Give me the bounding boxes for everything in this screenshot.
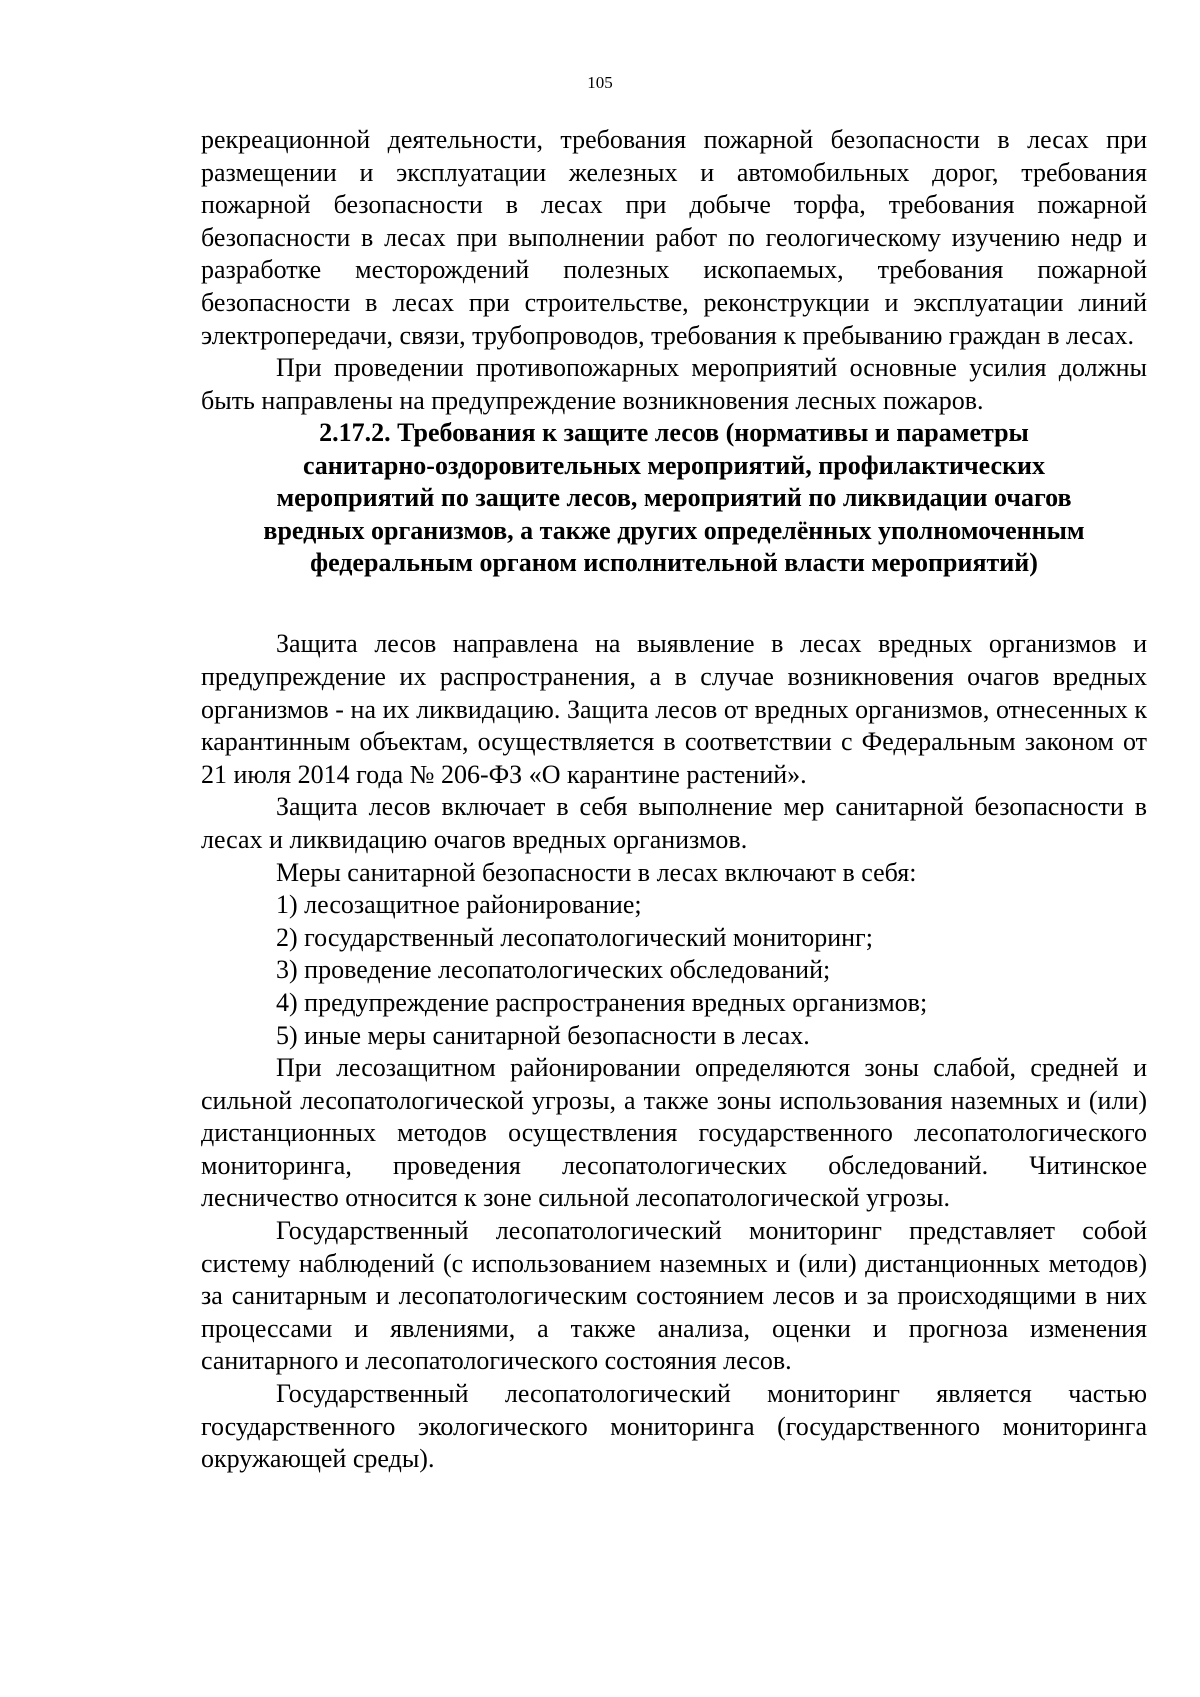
- paragraph-fire-safety: При проведении противопожарных мероприятий основные усилия должны быть направлены на предупреждение возникновения лесных пожаров.: [201, 353, 1147, 415]
- page-number: 105: [587, 73, 613, 92]
- list-intro: Меры санитарной безопасности в лесах включают в себя:: [276, 857, 917, 887]
- heading-line: вредных организмов, а также других определённых уполномоченным: [263, 515, 1085, 545]
- heading-line: 2.17.2. Требования к защите лесов (нормативы и параметры: [319, 418, 1029, 448]
- heading-line: федеральным органом исполнительной власти мероприятий): [310, 547, 1038, 577]
- paragraph-continuation: рекреационной деятельности, требования пожарной безопасности в лесах при размещении и эксплуатации железных и автомобильных дорог, требования пожарной безопасности в лесах при добыче торфа, требования пожарной безопасности в лесах при выполнении работ по геологическому изучению недр и разработке месторождений полезных ископаемых, требования пожарной безопасности в лесах при строительстве, реконструкции и эксплуатации линий электропередачи, связи, трубопроводов, требования к пребыванию граждан в лесах.: [201, 125, 1147, 350]
- paragraph-monitoring: Государственный лесопатологический мониторинг представляет собой систему наблюдений (с использованием наземных и (или) дистанционных методов) за санитарным и лесопатологическим состоянием лесов и за происходящими в них процессами и явлениями, а также анализа, оценки и прогноза изменения санитарного и лесопатологического состояния лесов.: [201, 1216, 1147, 1376]
- paragraph-zoning: При лесозащитном районировании определяются зоны слабой, средней и сильной лесопатологической угрозы, а также зоны использования наземных и (или) дистанционных методов осуществления государственного лесопатологического мониторинга, проведения лесопатологических обследований. Читинское лесничество относится к зоне сильной лесопатологической угрозы.: [201, 1053, 1147, 1213]
- heading-line: мероприятий по защите лесов, мероприятий по ликвидации очагов: [276, 483, 1072, 513]
- list-item: 3) проведение лесопатологических обследований;: [276, 955, 831, 985]
- paragraph-protection-includes: Защита лесов включает в себя выполнение мер санитарной безопасности в лесах и ликвидацию очагов вредных организмов.: [201, 792, 1147, 854]
- list-item: 2) государственный лесопатологический мониторинг;: [276, 922, 873, 952]
- section-heading: [201, 417, 1147, 579]
- paragraph-forest-protection: Защита лесов направлена на выявление в лесах вредных организмов и предупреждение их распространения, а в случае возникновения очагов вредных организмов - на их ликвидацию. Защита лесов от вредных организмов, отнесенных к карантинным объектам, осуществляется в соответствии с Федеральным законом от 21 июля 2014 года № 206-ФЗ «О карантине растений».: [201, 629, 1147, 789]
- list-item: 4) предупреждение распространения вредных организмов;: [276, 987, 928, 1017]
- list-item: 5) иные меры санитарной безопасности в лесах.: [276, 1020, 810, 1050]
- document-body: [201, 124, 1147, 1476]
- heading-line: санитарно-оздоровительных мероприятий, профилактических: [302, 450, 1046, 480]
- paragraph-monitoring-part: Государственный лесопатологический мониторинг является частью государственного экологического мониторинга (государственного мониторинга окружающей среды).: [201, 1379, 1147, 1474]
- list-item: 1) лесозащитное районирование;: [276, 890, 642, 920]
